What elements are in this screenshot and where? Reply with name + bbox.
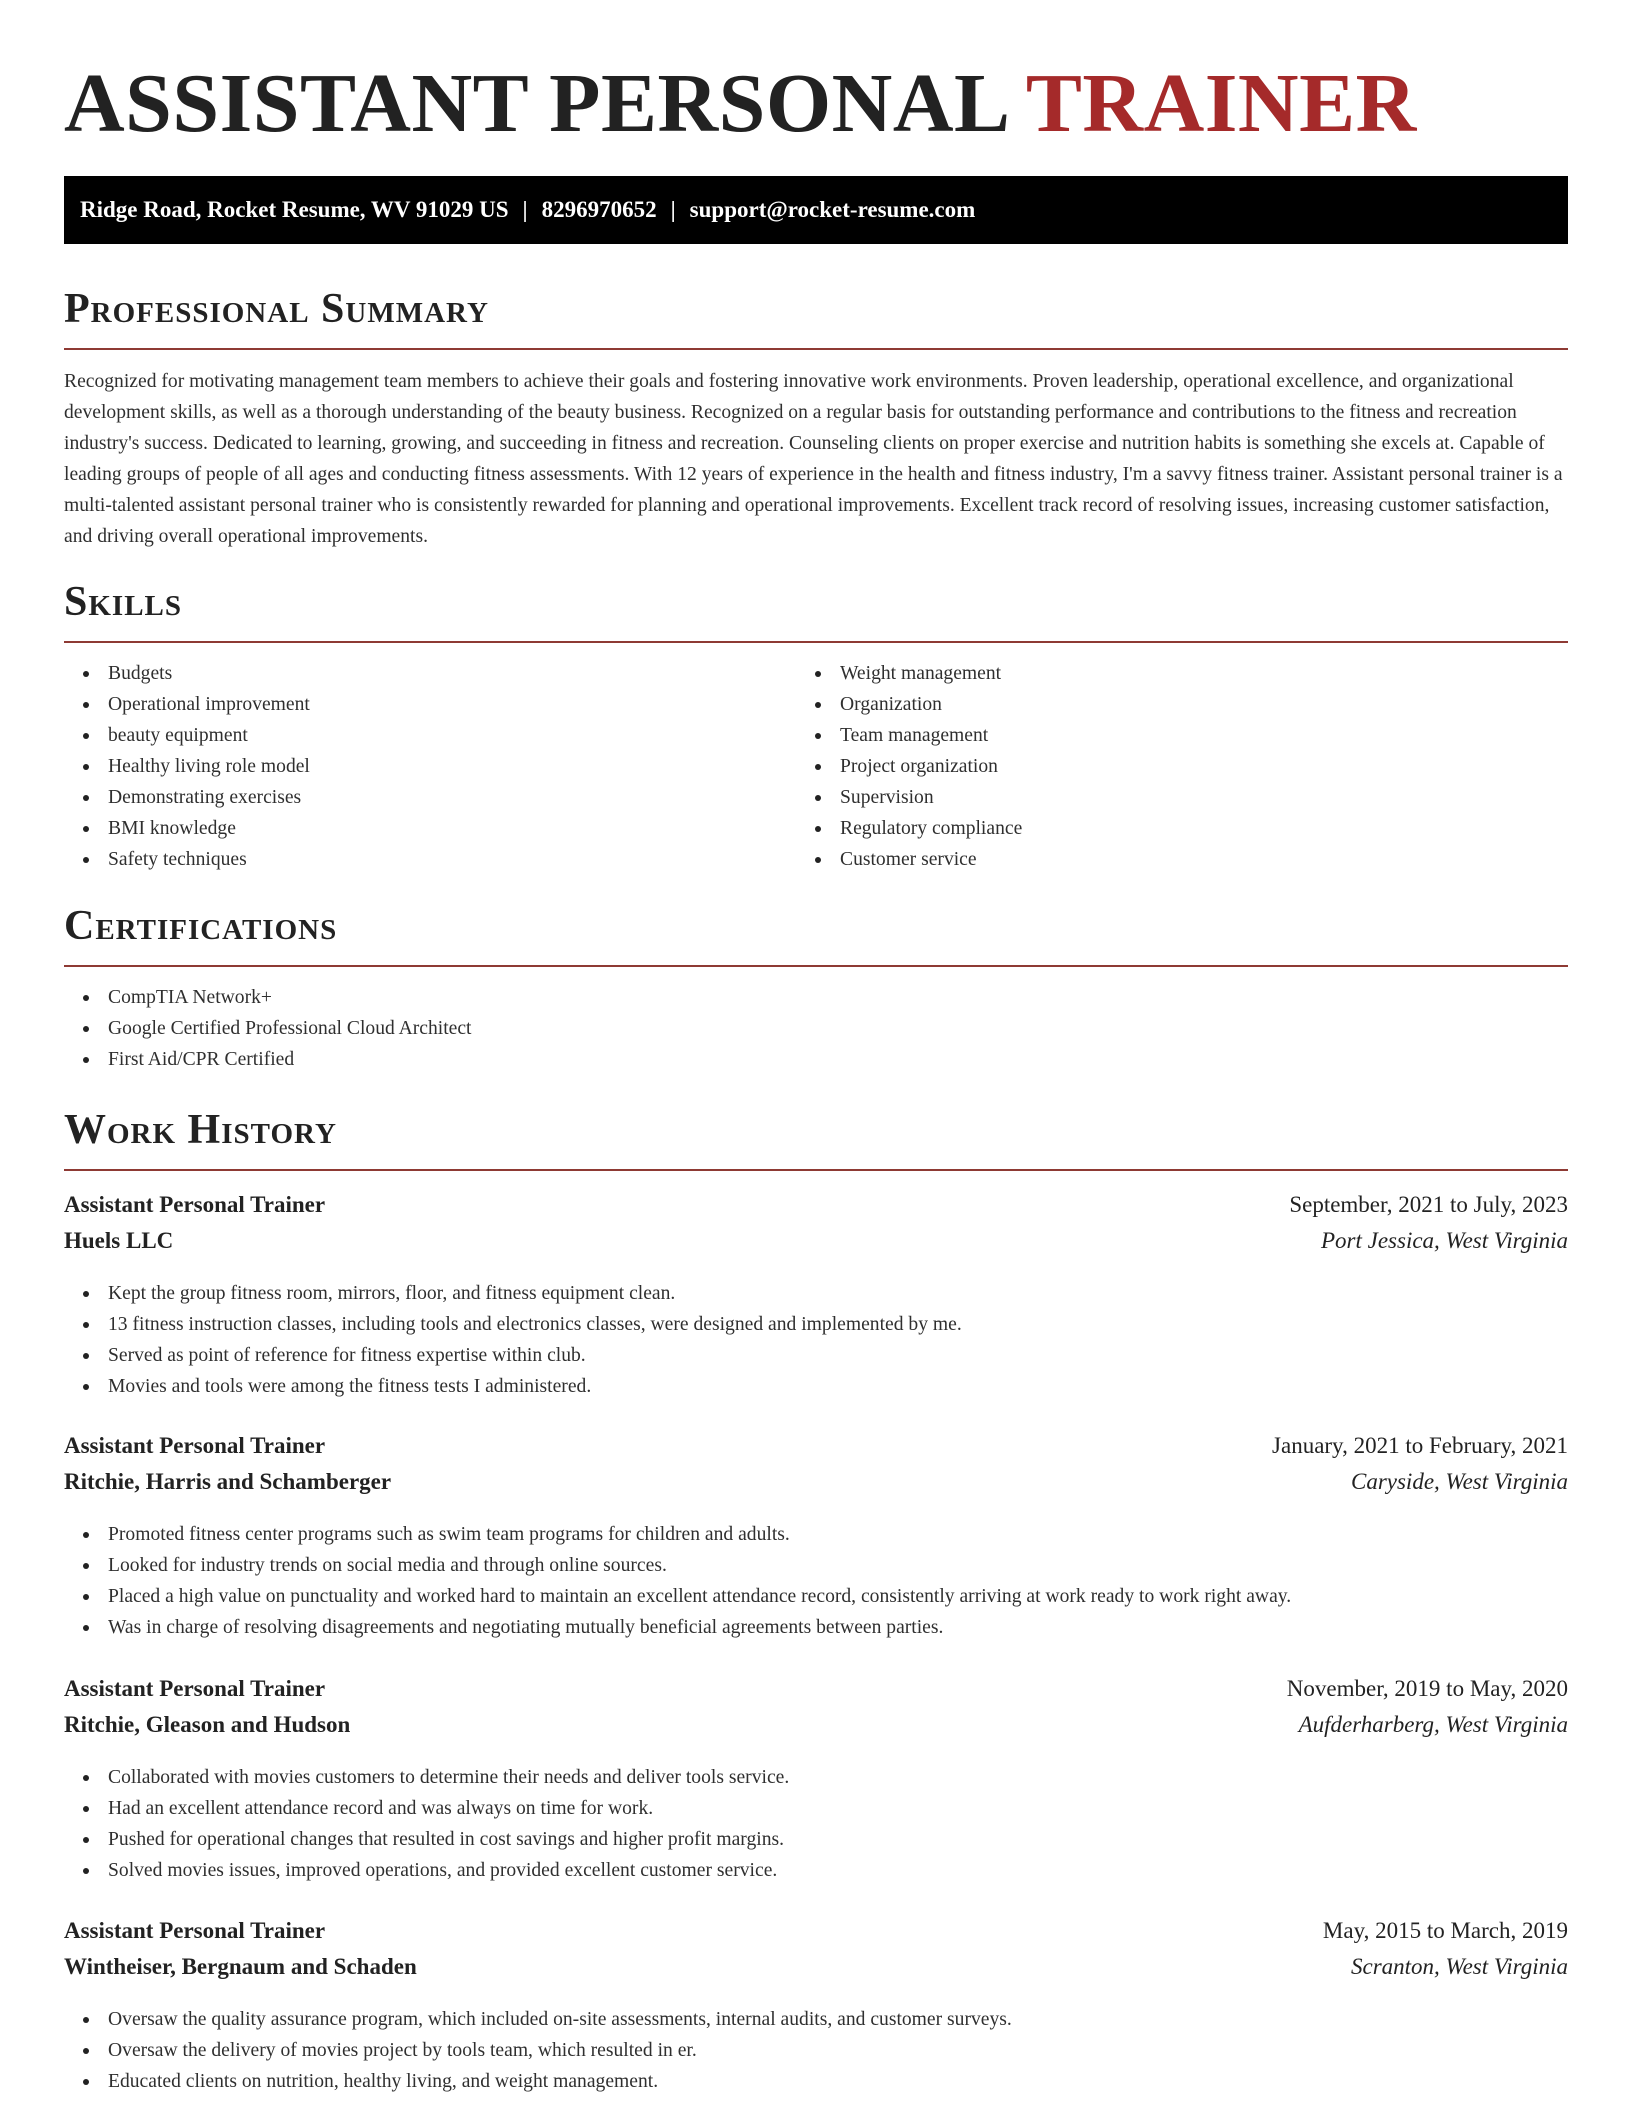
resume-name: [64, 0, 1568, 150]
contact-address: Ridge Road, Rocket Resume, WV 91029 US: [80, 197, 509, 222]
certification-item: First Aid/CPR Certified: [64, 1044, 1568, 1075]
contact-bar: [64, 176, 1568, 244]
job-title: Assistant Personal Trainer: [64, 1918, 326, 1943]
skills-heading: Skills: [64, 579, 183, 625]
job-header: [64, 1672, 1568, 1744]
skill-item: Budgets: [64, 658, 764, 689]
job-bullet: Was in charge of resolving disagreements and negotiating mutually beneficial agreements between parties.: [64, 1612, 1568, 1643]
skill-item: Demonstrating exercises: [64, 782, 764, 813]
job-bullet: Promoted fitness center programs such as swim team programs for children and adults.: [64, 1519, 1568, 1550]
job-bullet: Solved movies issues, improved operations, and provided excellent customer service.: [64, 1855, 1568, 1886]
skill-item: Team management: [796, 720, 1496, 751]
skill-item: Healthy living role model: [64, 751, 764, 782]
job-location: Port Jessica, West Virginia: [1320, 1228, 1568, 1253]
job-bullet: Had an excellent attendance record and was always on time for work.: [64, 1793, 1568, 1824]
summary-text: Recognized for motivating management team members to achieve their goals and fostering innovative work environments. Proven leadership, operational excellence, and organizational development skills, as well as a thorough understanding of the beauty business. Recognized on a regular basis for outstanding performance and contributions to the fitness and recreation industry's success. Dedicated to learning, growing, and succeeding in fitness and recreation. Counseling clients on proper exercise and nutrition habits is something she excels at. Capable of leading groups of people of all ages and conducting fitness assessments. With 12 years of experience in the health and fitness industry, I'm a savvy fitness trainer. Assistant personal trainer is a multi-talented assistant personal trainer who is consistently rewarded for planning and operational improvements. Excellent track record of resolving issues, increasing customer satisfaction, and driving overall operational improvements.: [64, 371, 1563, 547]
skill-item: Regulatory compliance: [796, 813, 1496, 844]
job-dates: November, 2019 to May, 2020: [1286, 1676, 1568, 1701]
summary-heading: Professional Summary: [64, 286, 489, 332]
skill-item: Supervision: [796, 782, 1496, 813]
skill-item: Weight management: [796, 658, 1496, 689]
job-title: Assistant Personal Trainer: [64, 1676, 326, 1701]
skill-item: Safety techniques: [64, 844, 764, 875]
job-header: [64, 1429, 1568, 1501]
contact-separator: |: [670, 197, 676, 222]
job-title: Assistant Personal Trainer: [64, 1433, 326, 1458]
work-history-heading: Work History: [64, 1107, 337, 1153]
job-bullet: Collaborated with movies customers to determine their needs and deliver tools service.: [64, 1762, 1568, 1793]
certification-item: Google Certified Professional Cloud Architect: [64, 1013, 1568, 1044]
certifications-list: [64, 982, 1568, 1075]
job-bullets: [64, 1762, 1568, 1886]
job-bullet: Oversaw the quality assurance program, which included on-site assessments, internal audits, and customer surveys.: [64, 2004, 1568, 2035]
job-bullets: [64, 1278, 1568, 1402]
job-bullet: Served as point of reference for fitness expertise within club.: [64, 1340, 1568, 1371]
contact-email[interactable]: support@rocket-resume.com: [689, 197, 976, 222]
resume-page: [64, 0, 1568, 2092]
summary-divider: [64, 348, 1568, 350]
skill-item: Organization: [796, 689, 1496, 720]
certification-item: CompTIA Network+: [64, 982, 1568, 1013]
skill-item: Customer service: [796, 844, 1496, 875]
certifications-divider: [64, 965, 1568, 967]
skill-item: Operational improvement: [64, 689, 764, 720]
job-bullet: Pushed for operational changes that resulted in cost savings and higher profit margins.: [64, 1824, 1568, 1855]
job-company: Ritchie, Harris and Schamberger: [64, 1469, 392, 1494]
skill-item: BMI knowledge: [64, 813, 764, 844]
skill-item: Project organization: [796, 751, 1496, 782]
job-bullets: [64, 1519, 1568, 1643]
skills-list-right: [796, 658, 1496, 875]
name-accent: TRAINER: [1025, 57, 1417, 150]
job-bullet: Kept the group fitness room, mirrors, floor, and fitness equipment clean.: [64, 1278, 1568, 1309]
name-main: ASSISTANT PERSONAL: [64, 57, 1006, 150]
job-bullet: Educated clients on nutrition, healthy living, and weight management.: [64, 2066, 1568, 2097]
job-header: [64, 1914, 1568, 1986]
skill-item: beauty equipment: [64, 720, 764, 751]
job-location: Aufderharberg, West Virginia: [1298, 1712, 1568, 1737]
job-bullet: Oversaw the delivery of movies project by tools team, which resulted in er.: [64, 2035, 1568, 2066]
job-bullet: Movies and tools were among the fitness tests I administered.: [64, 1371, 1568, 1402]
job-dates: May, 2015 to March, 2019: [1322, 1918, 1568, 1943]
skills-list-left: [64, 658, 764, 875]
contact-phone[interactable]: 8296970652: [541, 197, 657, 222]
job-company: Wintheiser, Bergnaum and Schaden: [64, 1954, 417, 1979]
job-company: Ritchie, Gleason and Hudson: [64, 1712, 351, 1737]
job-location: Caryside, West Virginia: [1350, 1469, 1568, 1494]
job-bullets: [64, 2004, 1568, 2097]
job-location: Scranton, West Virginia: [1350, 1954, 1568, 1979]
job-header: [64, 1188, 1568, 1260]
job-company: Huels LLC: [64, 1228, 174, 1253]
work-history-divider: [64, 1169, 1568, 1171]
job-bullet: Placed a high value on punctuality and worked hard to maintain an excellent attendance record, consistently arriving at work ready to work right away.: [64, 1581, 1568, 1612]
job-bullet: 13 fitness instruction classes, including tools and electronics classes, were designed and implemented by me.: [64, 1309, 1568, 1340]
skills-divider: [64, 641, 1568, 643]
job-title: Assistant Personal Trainer: [64, 1192, 326, 1217]
job-bullet: Looked for industry trends on social media and through online sources.: [64, 1550, 1568, 1581]
certifications-heading: Certifications: [64, 903, 338, 949]
contact-separator: |: [522, 197, 528, 222]
job-dates: September, 2021 to July, 2023: [1289, 1192, 1568, 1217]
job-dates: January, 2021 to February, 2021: [1272, 1433, 1568, 1458]
